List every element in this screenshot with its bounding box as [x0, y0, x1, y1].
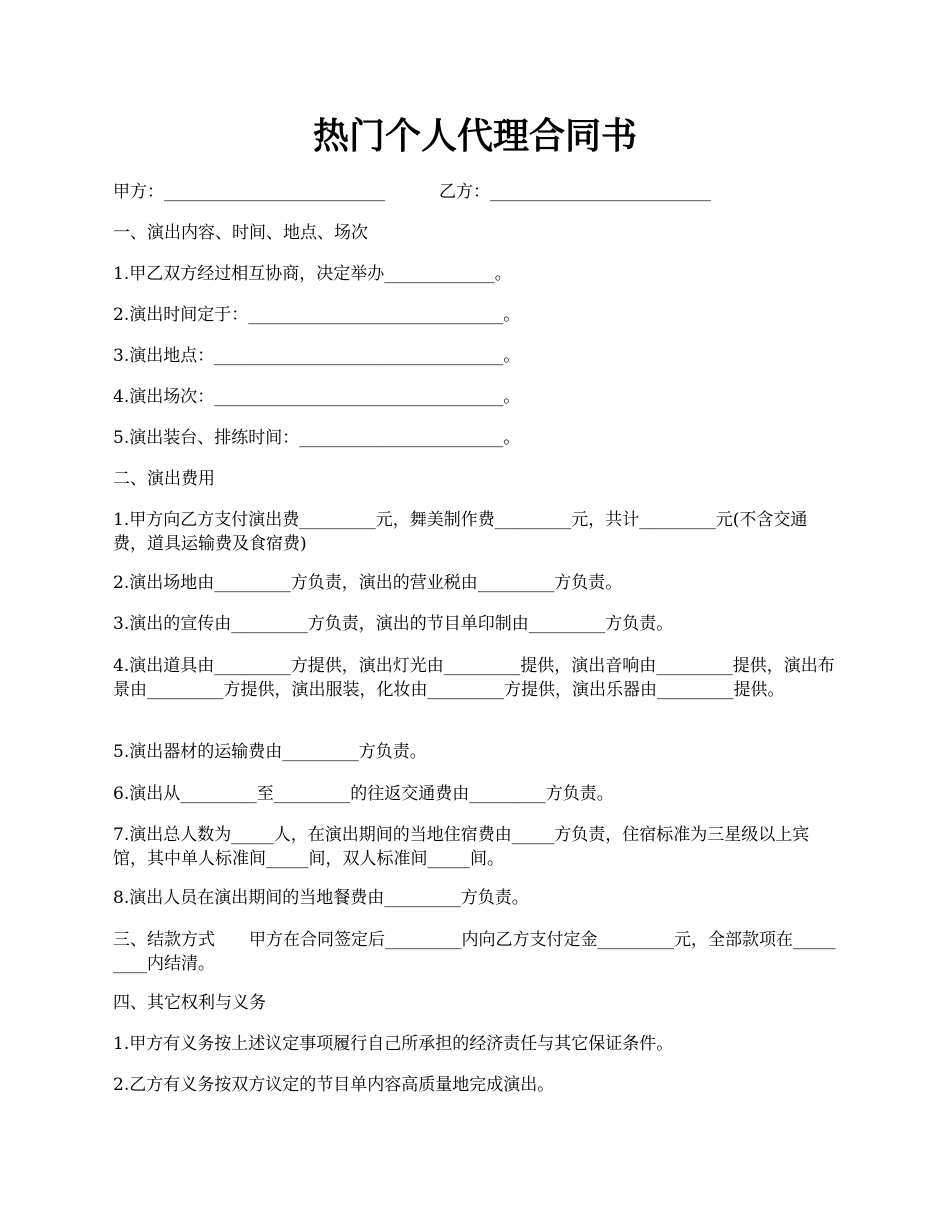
clause-2-3: 3.演出的宣传由_________方负责，演出的节目单印制由_________方负责。 [113, 614, 674, 634]
clause-2-2: 2.演出场地由_________方负责，演出的营业税由_________方负责。 [113, 573, 623, 593]
section-heading-content: 一、演出内容、时间、地点、场次 [113, 223, 368, 243]
clause-2-8: 8.演出人员在演出期间的当地餐费由_________方负责。 [113, 888, 529, 908]
clause-1-5: 5.演出装台、排练时间：________________________。 [113, 428, 521, 448]
clause-1-1: 1.甲乙双方经过相互协商，决定举办_____________。 [113, 264, 512, 284]
party-a-field: 甲方：__________________________ [113, 182, 385, 202]
section-heading-rights: 四、其它权利与义务 [113, 993, 266, 1013]
section-payment: 三、结款方式 甲方在合同签定后_________内向乙方支付定金_________元，全部款项在_________内结清。 [113, 930, 836, 974]
clause-4-2: 2.乙方有义务按双方议定的节目单内容高质量地完成演出。 [113, 1075, 555, 1095]
clause-2-6: 6.演出从_________至_________的往返交通费由_________方负责。 [113, 784, 614, 804]
clause-1-3: 3.演出地点：__________________________________。 [113, 346, 521, 366]
clause-1-2: 2.演出时间定于：______________________________。 [113, 305, 521, 325]
clause-2-1: 1.甲方向乙方支付演出费_________元，舞美制作费_________元，共计_________元(不含交通费，道具运输费及食宿费) [113, 510, 808, 554]
clause-4-1: 1.甲方有义务按上述议定事项履行自己所承担的经济责任与其它保证条件。 [113, 1034, 674, 1054]
clause-2-5: 5.演出器材的运输费由_________方负责。 [113, 742, 427, 762]
clause-2-4: 4.演出道具由_________方提供，演出灯光由_________提供，演出音响由_________提供，演出布景由_________方提供，演出服装，化妆由_________方提供，演出乐器由_________提供。 [113, 656, 835, 700]
clause-1-4: 4.演出场次：__________________________________。 [113, 387, 521, 407]
section-heading-fees: 二、演出费用 [113, 469, 215, 489]
document-title: 热门个人代理合同书 [312, 115, 637, 157]
party-b-field: 乙方：__________________________ [439, 182, 711, 202]
clause-2-7: 7.演出总人数为_____人，在演出期间的当地住宿费由_____方负责，住宿标准为三星级以上宾馆，其中单人标准间_____间，双人标准间_____间。 [113, 825, 810, 869]
parties-line [113, 180, 841, 204]
